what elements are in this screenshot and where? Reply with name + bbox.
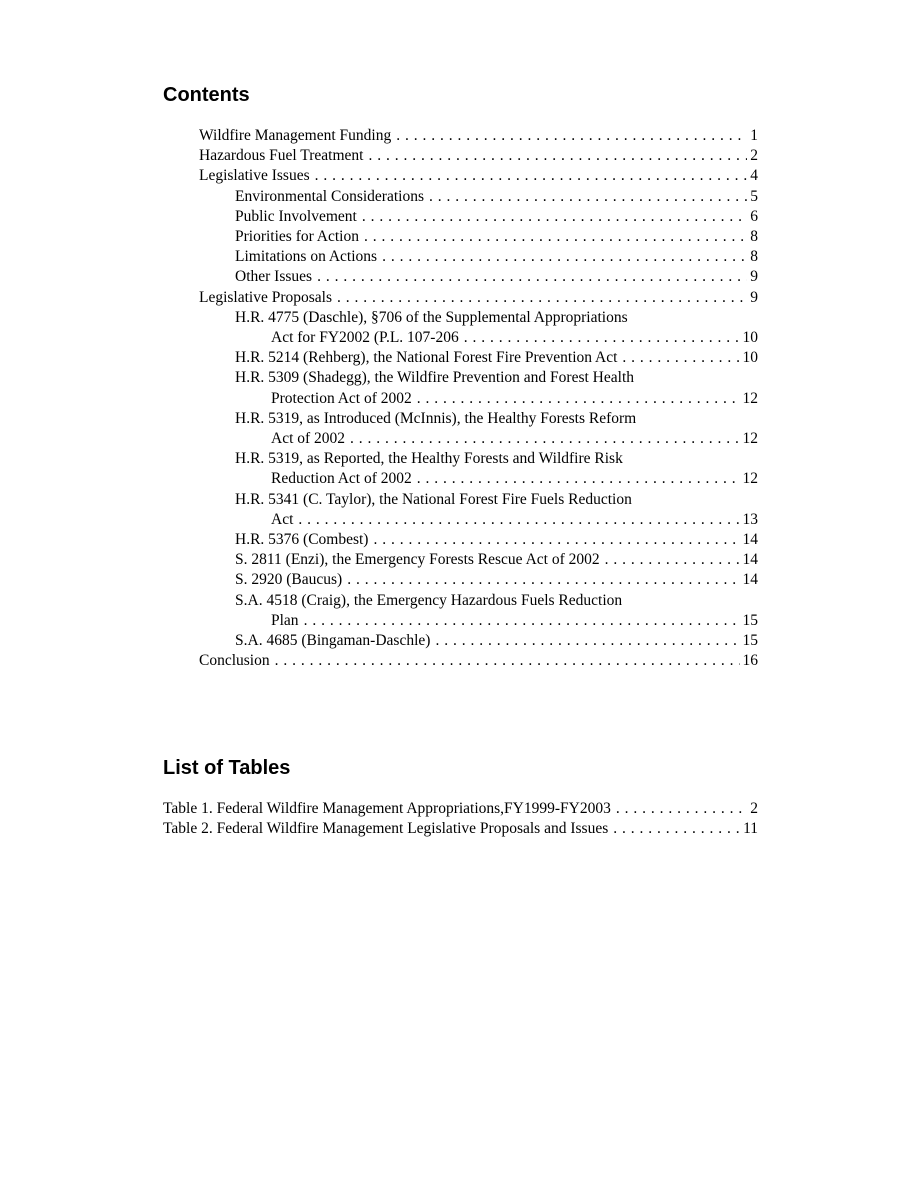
toc-entry[interactable] <box>235 631 758 651</box>
toc-entry-title: H.R. 4775 (Daschle), §706 of the Supplemental Appropriations <box>235 308 628 326</box>
toc-entry[interactable] <box>163 799 758 819</box>
toc-entry[interactable] <box>235 449 758 489</box>
dot-leader <box>364 227 747 247</box>
toc-entry[interactable] <box>235 591 758 631</box>
dot-leader <box>373 530 739 550</box>
dot-leader <box>298 510 739 530</box>
dot-leader <box>622 348 739 368</box>
toc-page-number: 9 <box>750 288 758 306</box>
toc-entry-title: Legislative Issues <box>199 167 310 185</box>
toc-entry-title: Priorities for Action <box>235 228 359 246</box>
toc-entry-title: Other Issues <box>235 268 313 286</box>
toc-entry[interactable] <box>199 288 758 308</box>
toc-entry[interactable] <box>235 348 758 368</box>
toc-page-number: 15 <box>742 611 758 629</box>
toc-page-number: 12 <box>742 430 758 448</box>
toc-entry[interactable] <box>235 550 758 570</box>
toc-entry-title-continued: Plan <box>271 611 299 629</box>
dot-leader <box>368 146 747 166</box>
toc-entry-title: H.R. 5214 (Rehberg), the National Forest Fire Prevention Act <box>235 349 618 367</box>
toc-entry[interactable] <box>235 267 758 287</box>
toc-page-number: 6 <box>750 207 758 225</box>
dot-leader <box>337 288 747 308</box>
toc-entry[interactable] <box>199 146 758 166</box>
dot-leader <box>605 550 740 570</box>
toc-entry-title: S. 2811 (Enzi), the Emergency Forests Rescue Act of 2002 <box>235 551 600 569</box>
dot-leader <box>315 166 748 186</box>
dot-leader <box>613 819 740 839</box>
dot-leader <box>417 469 740 489</box>
toc-page-number: 10 <box>742 329 758 347</box>
dot-leader <box>317 267 747 287</box>
toc-entry-title: Limitations on Actions <box>235 248 378 266</box>
toc-page-number: 8 <box>750 248 758 266</box>
toc-entry-title-continued: Act for FY2002 (P.L. 107-206 <box>271 329 459 347</box>
toc-entry-title: S.A. 4685 (Bingaman-Daschle) <box>235 632 431 650</box>
toc-page-number: 14 <box>742 571 758 589</box>
toc-entry[interactable] <box>235 530 758 550</box>
toc-page-number: 15 <box>742 632 758 650</box>
toc-entry[interactable] <box>235 409 758 449</box>
toc-page-number: 5 <box>750 187 758 205</box>
toc-page-number: 8 <box>750 228 758 246</box>
dot-leader <box>435 631 739 651</box>
toc-entry[interactable] <box>235 187 758 207</box>
toc-entry[interactable] <box>199 126 758 146</box>
contents-heading: Contents <box>163 84 250 106</box>
dot-leader <box>362 207 747 227</box>
dot-leader <box>382 247 747 267</box>
toc-entry[interactable] <box>235 247 758 267</box>
toc-entry-title: H.R. 5309 (Shadegg), the Wildfire Prevention and Forest Health <box>235 369 634 387</box>
toc-entry[interactable] <box>199 651 758 671</box>
toc-entry-title: S. 2920 (Baucus) <box>235 571 343 589</box>
toc-page-number: 11 <box>743 820 758 838</box>
toc-page-number: 1 <box>750 127 758 144</box>
list-of-tables <box>0 799 920 839</box>
toc-entry-title: Table 2. Federal Wildfire Management Legislative Proposals and Issues <box>163 820 609 838</box>
toc-page-number: 9 <box>750 268 758 286</box>
toc-entry-title: H.R. 5376 (Combest) <box>235 531 369 549</box>
toc-entry-title: Legislative Proposals <box>199 288 333 306</box>
toc-page-number: 14 <box>742 531 758 549</box>
toc-entry[interactable] <box>235 227 758 247</box>
toc-entry[interactable] <box>235 207 758 227</box>
dot-leader <box>304 611 740 631</box>
toc-page-number: 2 <box>750 800 758 817</box>
toc-entry-title-continued: Protection Act of 2002 <box>271 389 412 407</box>
toc-entry-title-continued: Reduction Act of 2002 <box>271 470 412 488</box>
toc-entry-title: H.R. 5319, as Introduced (McInnis), the Healthy Forests Reform <box>235 409 637 427</box>
toc-page-number: 14 <box>742 551 758 569</box>
toc-entry[interactable] <box>235 308 758 348</box>
toc-entry-title-continued: Act of 2002 <box>271 430 346 448</box>
toc-entry-title-continued: Act <box>271 510 294 528</box>
toc-entry-title: Conclusion <box>199 652 270 670</box>
toc-page-number: 10 <box>742 349 758 367</box>
toc-page-number: 4 <box>750 167 758 185</box>
toc-entry-title: Wildfire Management Funding <box>199 127 392 144</box>
table-of-contents <box>0 126 920 671</box>
toc-page-number: 12 <box>742 470 758 488</box>
toc-entry[interactable] <box>235 368 758 408</box>
list-of-tables-heading: List of Tables <box>163 757 291 779</box>
toc-page-number: 12 <box>742 389 758 407</box>
toc-entry-title: Public Involvement <box>235 207 357 225</box>
toc-page-number: 2 <box>750 147 758 165</box>
dot-leader <box>417 389 740 409</box>
toc-entry[interactable] <box>235 490 758 530</box>
dot-leader <box>429 187 747 207</box>
toc-page-number: 16 <box>742 652 758 670</box>
dot-leader <box>350 429 739 449</box>
dot-leader <box>464 328 740 348</box>
toc-entry-title: Table 1. Federal Wildfire Management Appropriations,FY1999-FY2003 <box>163 800 611 817</box>
toc-entry-title: Environmental Considerations <box>235 187 424 205</box>
dot-leader <box>396 126 747 146</box>
dot-leader <box>275 651 740 671</box>
toc-entry[interactable] <box>163 819 758 839</box>
toc-entry-title: H.R. 5319, as Reported, the Healthy Forests and Wildfire Risk <box>235 450 623 468</box>
toc-entry[interactable] <box>235 570 758 590</box>
toc-entry-title: Hazardous Fuel Treatment <box>199 147 364 165</box>
toc-entry-title: H.R. 5341 (C. Taylor), the National Forest Fire Fuels Reduction <box>235 490 632 508</box>
toc-entry[interactable] <box>199 166 758 186</box>
dot-leader <box>616 799 747 819</box>
toc-page-number: 13 <box>742 510 758 528</box>
toc-entry-title: S.A. 4518 (Craig), the Emergency Hazardous Fuels Reduction <box>235 591 623 609</box>
dot-leader <box>347 570 739 590</box>
